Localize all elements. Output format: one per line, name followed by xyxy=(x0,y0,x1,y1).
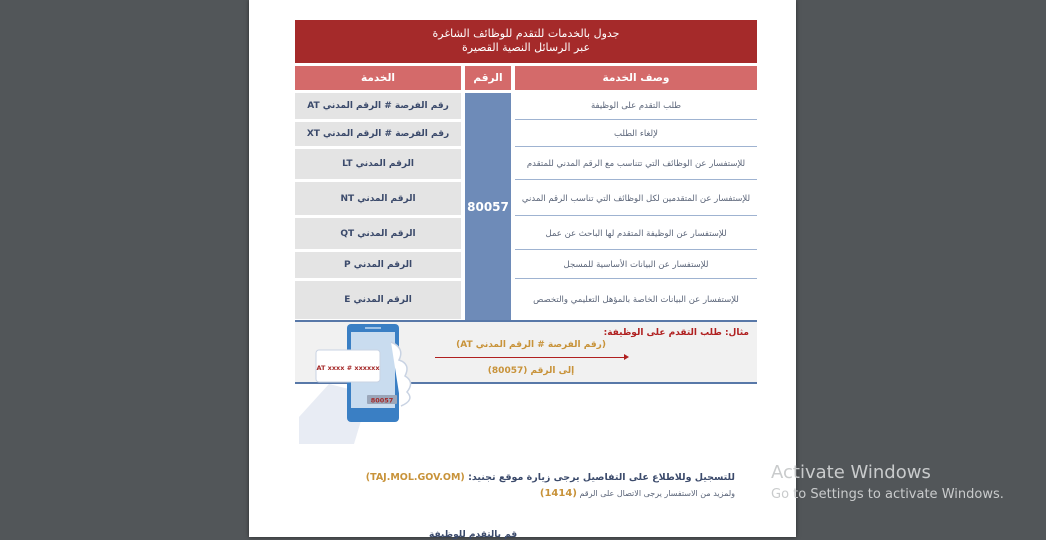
title-line-1: جدول بالخدمات للتقدم للوظائف الشاغرة xyxy=(432,27,620,40)
inquiry-phone: (1414) xyxy=(539,488,577,499)
service-cell: الرقم المدني E xyxy=(295,281,461,319)
description-cell: طلب التقدم على الوظيفة xyxy=(515,93,757,120)
sms-bubble-text: AT xxxx # xxxxxx xyxy=(316,364,380,372)
activation-watermark-text: Go to Settings to activate Windows. xyxy=(771,487,1004,502)
table-title xyxy=(295,20,757,63)
service-cell: رقم الفرصة # الرقم المدني AT xyxy=(295,93,461,119)
header-description: وصف الخدمة xyxy=(515,66,757,90)
phone-hand-illustration xyxy=(299,322,419,446)
sms-number-cell: 80057 xyxy=(465,93,511,320)
header-service: الخدمة xyxy=(295,66,461,90)
service-cell: الرقم المدني NT xyxy=(295,182,461,215)
cutoff-heading: قم بالتقدم للوظيفة xyxy=(429,530,518,540)
header-number: الرقم xyxy=(465,66,511,90)
document-page xyxy=(249,0,796,540)
send-number: 80057 xyxy=(370,396,394,405)
description-cell: لإلغاء الطلب xyxy=(515,122,757,147)
registration-info xyxy=(295,472,735,483)
service-cell: الرقم المدني QT xyxy=(295,218,461,249)
registration-text: للتسجيل وللاطلاع على التفاصيل يرجى زيارة موقع تجنيد: xyxy=(468,472,735,483)
example-recipient: إلى الرقم (80057) xyxy=(487,366,575,376)
example-message: (رقم الفرصة # الرقم المدني AT) xyxy=(456,340,606,350)
inquiry-info xyxy=(295,488,735,499)
description-cell: للإستفسار عن الوظائف التي تتناسب مع الرقم المدني للمتقدم xyxy=(515,149,757,180)
description-cell: للإستفسار عن البيانات الأساسية للمسجل xyxy=(515,252,757,279)
service-cell: الرقم المدني P xyxy=(295,252,461,278)
title-line-2: عبر الرسائل النصية القصيرة xyxy=(461,41,591,54)
phone-speaker xyxy=(365,327,381,329)
example-title: مثال: طلب التقدم على الوظيفة: xyxy=(603,328,749,338)
arrow-icon xyxy=(435,357,625,358)
inquiry-text: ولمزيد من الاستفسار يرجى الاتصال على الرقم xyxy=(579,489,735,498)
registration-site: (TAJ.MOL.GOV.OM) xyxy=(365,472,465,483)
service-cell: رقم الفرصة # الرقم المدني XT xyxy=(295,122,461,146)
service-cell: الرقم المدني LT xyxy=(295,149,461,179)
description-cell: للإستفسار عن الوظيفة المتقدم لها الباحث عن عمل xyxy=(515,218,757,250)
activation-watermark-title: Activate Windows xyxy=(771,462,931,483)
description-cell: للإستفسار عن المتقدمين لكل الوظائف التي تناسب الرقم المدني xyxy=(515,182,757,216)
description-cell: للإستفسار عن البيانات الخاصة بالمؤهل التعليمي والتخصص xyxy=(533,295,739,305)
